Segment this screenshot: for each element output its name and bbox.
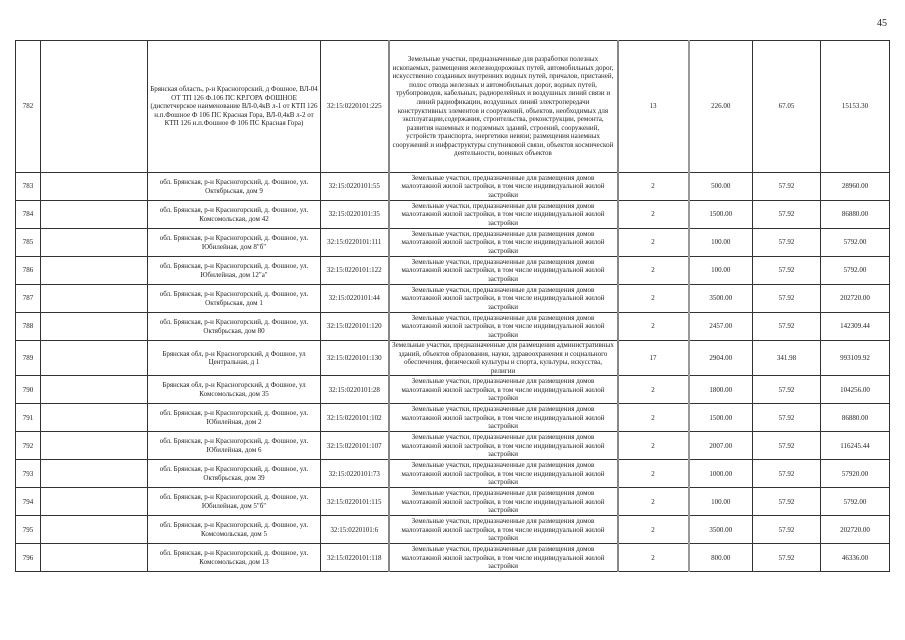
area-cell: 1500.00	[689, 201, 753, 229]
table-row	[16, 432, 890, 460]
address-cell: обл. Брянская, р-н Красногорский, д. Фошное, ул. Октябрьская, дом 39	[148, 460, 321, 488]
cadastral-number-cell: 32:15:0220101:107	[321, 432, 389, 460]
group-code-cell: 2	[618, 313, 689, 341]
empty-cell-cell	[41, 516, 148, 544]
address-cell: Брянская обл, р-н Красногорский, д Фошное, ул Комсомольская, дом 35	[148, 376, 321, 404]
row-number-cell: 792	[16, 432, 41, 460]
table-row	[16, 376, 890, 404]
area-cell: 3500.00	[689, 516, 753, 544]
page-number: 45	[877, 18, 887, 29]
row-number-cell: 794	[16, 488, 41, 516]
specific-value-cell: 57.92	[753, 173, 821, 201]
empty-cell-cell	[41, 257, 148, 285]
empty-cell-cell	[41, 229, 148, 257]
cadastral-number-cell: 32:15:0220101:102	[321, 404, 389, 432]
table-row	[16, 341, 890, 376]
group-code-cell: 13	[618, 41, 689, 173]
row-number-cell: 789	[16, 341, 41, 376]
cadastral-value-cell: 46336.00	[821, 544, 890, 572]
cadastral-value-cell: 86880.00	[821, 201, 890, 229]
land-use-cell: Земельные участки, предназначенные для размещения домов малоэтажной жилой застройки, в том числе индивидуальной жилой застройки	[389, 201, 618, 229]
cadastral-number-cell: 32:15:0220101:118	[321, 544, 389, 572]
area-cell: 2007.00	[689, 432, 753, 460]
land-use-cell: Земельные участки, предназначенные для разработки полезных ископаемых, размещения железнодорожных путей, автомобильных дорог, искусственно созданных внутренних водных путей, причалов, пристаней, полос отвода железных и автомобильных дорог, водных путей, трубопроводов, кабельных, радиорелейных и воздушных линий связи и линий радиофикации, воздушных линий электропередачи конструктивных элементов и сооружений, объектов, необходимых для эксплуатации,содержания, строительства, реконструкции, ремонта, развития наземных и подземных зданий, строений, сооружений, устройств транспорта, энергетики невязи; размещения наземных сооружений и инфраструктуры спутниковой связи, объектов космической деятельности, военных объектов	[389, 41, 618, 173]
row-number-cell: 783	[16, 173, 41, 201]
land-use-cell: Земельные участки, предназначенные для размещения домов малоэтажной жилой застройки, в том числе индивидуальной жилой застройки	[389, 460, 618, 488]
table-row	[16, 201, 890, 229]
cadastral-number-cell: 32:15:0220101:73	[321, 460, 389, 488]
cadastral-number-cell: 32:15:0220101:28	[321, 376, 389, 404]
address-cell: обл. Брянская, р-н Красногорский, д. Фошное, ул. Юбилейная, дом 6	[148, 432, 321, 460]
address-cell: обл. Брянская, р-н Красногорский, д. Фошное, ул. Юбилейная, дом 2	[148, 404, 321, 432]
area-cell: 100.00	[689, 257, 753, 285]
row-number-cell: 785	[16, 229, 41, 257]
table-row	[16, 285, 890, 313]
specific-value-cell: 341.98	[753, 341, 821, 376]
cadastral-value-cell: 28960.00	[821, 173, 890, 201]
specific-value-cell: 57.92	[753, 488, 821, 516]
empty-cell-cell	[41, 488, 148, 516]
specific-value-cell: 57.92	[753, 313, 821, 341]
cadastral-value-cell: 104256.00	[821, 376, 890, 404]
group-code-cell: 2	[618, 376, 689, 404]
area-cell: 1000.00	[689, 460, 753, 488]
cadastral-number-cell: 32:15:0220101:44	[321, 285, 389, 313]
group-code-cell: 2	[618, 257, 689, 285]
group-code-cell: 2	[618, 285, 689, 313]
land-use-cell: Земельные участки, предназначенные для размещения домов малоэтажной жилой застройки, в том числе индивидуальной жилой застройки	[389, 404, 618, 432]
cadastral-value-cell: 202720.00	[821, 516, 890, 544]
empty-cell-cell	[41, 173, 148, 201]
address-cell: Брянская область, р-н Красногорский, д Фошное, ВЛ-04 ОТ ТП 126 Ф.106 ПС КР.ГОРА ФОШНОЕ (диспетчерское наименование ВЛ-0,4кВ л-1 от КТП 126 н.п.Фошное Ф 106 ПС Красная Гора, ВЛ-0,4кВ л-2 от КТП 126 н.п.Фошное Ф 106 ПС Красная Гора)	[148, 41, 321, 173]
empty-cell-cell	[41, 376, 148, 404]
address-cell: обл. Брянская, р-н Красногорский, д. Фошное, ул. Юбилейная, дом 12"а"	[148, 257, 321, 285]
row-number-cell: 788	[16, 313, 41, 341]
table-row	[16, 257, 890, 285]
group-code-cell: 2	[618, 201, 689, 229]
group-code-cell: 2	[618, 488, 689, 516]
empty-cell-cell	[41, 341, 148, 376]
land-use-cell: Земельные участки, предназначенные для размещения административных зданий, объектов образования, науки, здравоохранения и социального обеспечения, физической культуры и спорта, культуры, искусства, религии	[389, 341, 618, 376]
specific-value-cell: 57.92	[753, 201, 821, 229]
area-cell: 100.00	[689, 229, 753, 257]
area-cell: 2457.00	[689, 313, 753, 341]
empty-cell-cell	[41, 201, 148, 229]
specific-value-cell: 57.92	[753, 460, 821, 488]
address-cell: обл. Брянская, р-н Красногорский, д. Фошное, ул. Октябрьская, дом 80	[148, 313, 321, 341]
area-cell: 1800.00	[689, 376, 753, 404]
group-code-cell: 2	[618, 432, 689, 460]
group-code-cell: 2	[618, 173, 689, 201]
land-plots-table	[15, 40, 890, 572]
land-use-cell: Земельные участки, предназначенные для размещения домов малоэтажной жилой застройки, в том числе индивидуальной жилой застройки	[389, 285, 618, 313]
row-number-cell: 782	[16, 41, 41, 173]
area-cell: 226.00	[689, 41, 753, 173]
specific-value-cell: 57.92	[753, 404, 821, 432]
row-number-cell: 784	[16, 201, 41, 229]
row-number-cell: 793	[16, 460, 41, 488]
cadastral-value-cell: 5792.00	[821, 229, 890, 257]
table-row	[16, 313, 890, 341]
specific-value-cell: 57.92	[753, 432, 821, 460]
cadastral-number-cell: 32:15:0220101:115	[321, 488, 389, 516]
land-use-cell: Земельные участки, предназначенные для размещения домов малоэтажной жилой застройки, в том числе индивидуальной жилой застройки	[389, 376, 618, 404]
cadastral-number-cell: 32:15:0220101:35	[321, 201, 389, 229]
cadastral-number-cell: 32:15:0220101:6	[321, 516, 389, 544]
empty-cell-cell	[41, 544, 148, 572]
cadastral-number-cell: 32:15:0220101:55	[321, 173, 389, 201]
cadastral-number-cell: 32:15:0220101:111	[321, 229, 389, 257]
address-cell: обл. Брянская, р-н Красногорский, д. Фошное, ул. Октябрьская, дом 1	[148, 285, 321, 313]
cadastral-value-cell: 202720.00	[821, 285, 890, 313]
address-cell: обл. Брянская, р-н Красногорский, д. Фошное, ул. Комсомольская, дом 13	[148, 544, 321, 572]
row-number-cell: 791	[16, 404, 41, 432]
table-row	[16, 229, 890, 257]
address-cell: обл. Брянская, р-н Красногорский, д. Фошное, ул. Юбилейная, дом 8"б"	[148, 229, 321, 257]
land-use-cell: Земельные участки, предназначенные для размещения домов малоэтажной жилой застройки, в том числе индивидуальной жилой застройки	[389, 173, 618, 201]
specific-value-cell: 57.92	[753, 229, 821, 257]
empty-cell-cell	[41, 432, 148, 460]
empty-cell-cell	[41, 313, 148, 341]
land-use-cell: Земельные участки, предназначенные для размещения домов малоэтажной жилой застройки, в том числе индивидуальной жилой застройки	[389, 516, 618, 544]
group-code-cell: 2	[618, 229, 689, 257]
address-cell: обл. Брянская, р-н Красногорский, д. Фошное, ул. Комсомольская, дом 42	[148, 201, 321, 229]
area-cell: 500.00	[689, 173, 753, 201]
table-row	[16, 173, 890, 201]
table-row	[16, 41, 890, 173]
cadastral-value-cell: 5792.00	[821, 257, 890, 285]
table-row	[16, 544, 890, 572]
cadastral-number-cell: 32:15:0220101:225	[321, 41, 389, 173]
cadastral-value-cell: 116245.44	[821, 432, 890, 460]
table-row	[16, 488, 890, 516]
area-cell: 100.00	[689, 488, 753, 516]
cadastral-number-cell: 32:15:0220101:120	[321, 313, 389, 341]
land-use-cell: Земельные участки, предназначенные для размещения домов малоэтажной жилой застройки, в том числе индивидуальной жилой застройки	[389, 313, 618, 341]
cadastral-value-cell: 15153.30	[821, 41, 890, 173]
address-cell: Брянская обл, р-н Красногорский, д Фошное, ул Центральная, д 1	[148, 341, 321, 376]
land-use-cell: Земельные участки, предназначенные для размещения домов малоэтажной жилой застройки, в том числе индивидуальной жилой застройки	[389, 488, 618, 516]
table-row	[16, 516, 890, 544]
area-cell: 3500.00	[689, 285, 753, 313]
cadastral-value-cell: 142309.44	[821, 313, 890, 341]
group-code-cell: 2	[618, 460, 689, 488]
cadastral-value-cell: 57920.00	[821, 460, 890, 488]
row-number-cell: 787	[16, 285, 41, 313]
table-row	[16, 460, 890, 488]
table-row	[16, 404, 890, 432]
empty-cell-cell	[41, 404, 148, 432]
group-code-cell: 2	[618, 516, 689, 544]
group-code-cell: 17	[618, 341, 689, 376]
specific-value-cell: 57.92	[753, 376, 821, 404]
group-code-cell: 2	[618, 544, 689, 572]
land-use-cell: Земельные участки, предназначенные для размещения домов малоэтажной жилой застройки, в том числе индивидуальной жилой застройки	[389, 257, 618, 285]
empty-cell-cell	[41, 460, 148, 488]
address-cell: обл. Брянская, р-н Красногорский, д. Фошное, ул. Комсомольская, дом 5	[148, 516, 321, 544]
address-cell: обл. Брянская, р-н Красногорский, д. Фошное, ул. Октябрьская, дом 9	[148, 173, 321, 201]
specific-value-cell: 57.92	[753, 516, 821, 544]
cadastral-value-cell: 5792.00	[821, 488, 890, 516]
specific-value-cell: 57.92	[753, 544, 821, 572]
row-number-cell: 796	[16, 544, 41, 572]
cadastral-value-cell: 993109.92	[821, 341, 890, 376]
row-number-cell: 786	[16, 257, 41, 285]
specific-value-cell: 57.92	[753, 257, 821, 285]
specific-value-cell: 67.05	[753, 41, 821, 173]
area-cell: 800.00	[689, 544, 753, 572]
cadastral-number-cell: 32:15:0220101:122	[321, 257, 389, 285]
address-cell: обл. Брянская, р-н Красногорский, д. Фошное, ул. Юбилейная, дом 5"б"	[148, 488, 321, 516]
row-number-cell: 790	[16, 376, 41, 404]
group-code-cell: 2	[618, 404, 689, 432]
land-use-cell: Земельные участки, предназначенные для размещения домов малоэтажной жилой застройки, в том числе индивидуальной жилой застройки	[389, 229, 618, 257]
row-number-cell: 795	[16, 516, 41, 544]
cadastral-value-cell: 86880.00	[821, 404, 890, 432]
empty-cell-cell	[41, 285, 148, 313]
area-cell: 1500.00	[689, 404, 753, 432]
cadastral-number-cell: 32:15:0220101:130	[321, 341, 389, 376]
area-cell: 2904.00	[689, 341, 753, 376]
specific-value-cell: 57.92	[753, 285, 821, 313]
empty-cell-cell	[41, 41, 148, 173]
land-use-cell: Земельные участки, предназначенные для размещения домов малоэтажной жилой застройки, в том числе индивидуальной жилой застройки	[389, 432, 618, 460]
land-use-cell: Земельные участки, предназначенные для размещения домов малоэтажной жилой застройки, в том числе индивидуальной жилой застройки	[389, 544, 618, 572]
